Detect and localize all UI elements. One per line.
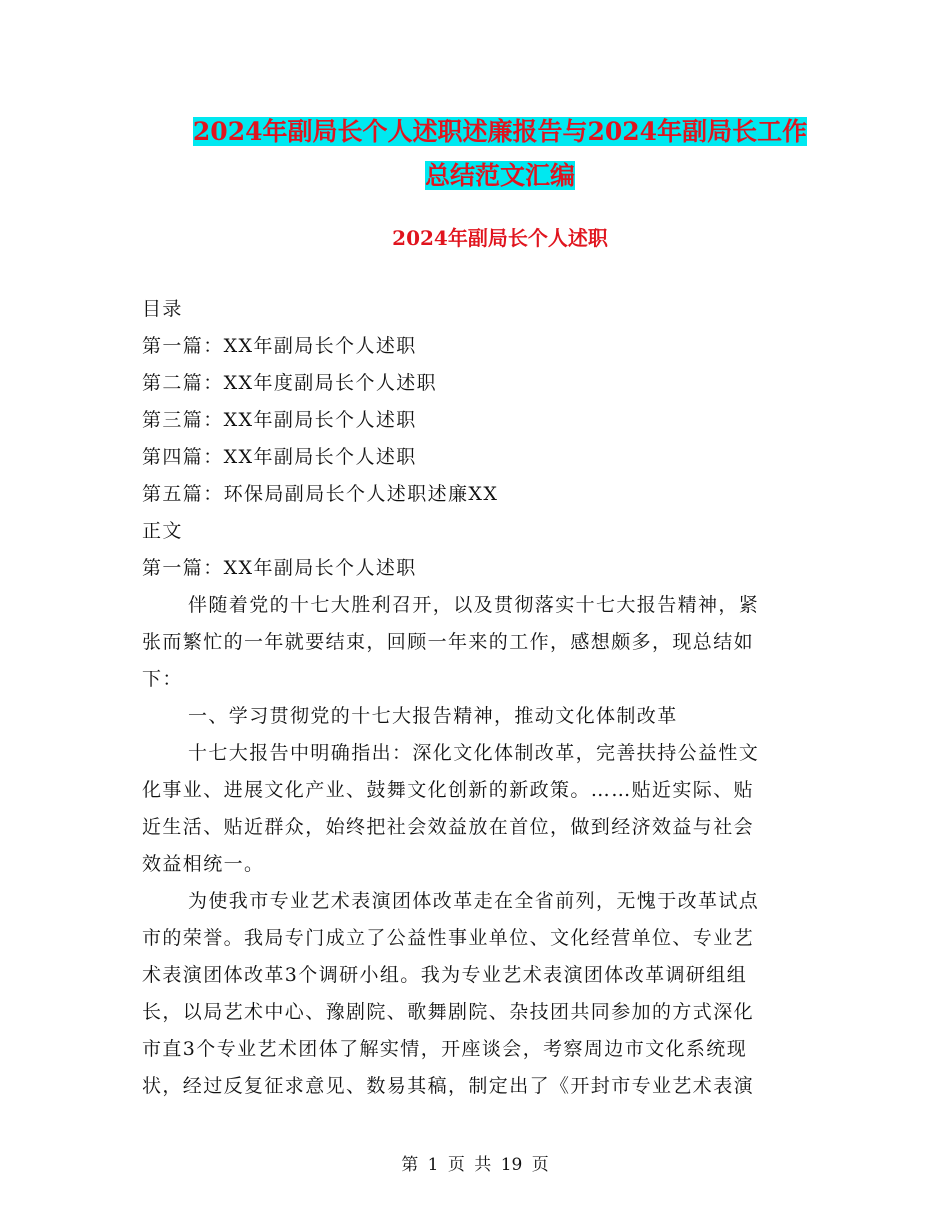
document-title-line-2: 总结范文汇编 (424, 161, 575, 190)
paragraph-line: 伴随着党的十七大胜利召开，以及贯彻落实十七大报告精神，紧 (188, 594, 760, 616)
document-body (142, 291, 802, 1105)
paragraph-line: 下： (142, 668, 183, 690)
paragraph-line: 近生活、贴近群众，始终把社会效益放在首位，做到经济效益与社会 (142, 816, 755, 838)
toc-item: 第四篇：XX年副局长个人述职 (142, 446, 417, 468)
paragraph-line: 十七大报告中明确指出：深化文化体制改革，完善扶持公益性文 (188, 742, 760, 764)
document-title-line-1: 2024年副局长个人述职述廉报告与2024年副局长工作 (192, 117, 808, 146)
toc-item: 第二篇：XX年度副局长个人述职 (142, 372, 438, 394)
paragraph-line: 术表演团体改革3个调研小组。我为专业艺术表演团体改革调研组组 (142, 964, 748, 986)
paragraph-line: 化事业、进展文化产业、鼓舞文化创新的新政策。……贴近实际、贴 (142, 779, 755, 801)
paragraph-line: 效益相统一。 (142, 853, 265, 875)
toc-item: 第五篇：环保局副局长个人述职述廉XX (142, 483, 499, 505)
toc-heading: 目录 (142, 298, 183, 320)
toc-item: 第一篇：XX年副局长个人述职 (142, 335, 417, 357)
paragraph-line: 为使我市专业艺术表演团体改革走在全省前列，无愧于改革试点 (188, 890, 760, 912)
page-number-footer: 第 1 页 共 19 页 (401, 1155, 549, 1175)
body-section-title: 第一篇：XX年副局长个人述职 (142, 557, 417, 579)
paragraph-line: 状，经过反复征求意见、数易其稿，制定出了《开封市专业艺术表演 (142, 1075, 755, 1097)
paragraph-line: 市的荣誉。我局专门成立了公益性事业单位、文化经营单位、专业艺 (142, 927, 755, 949)
paragraph-line: 长，以局艺术中心、豫剧院、歌舞剧院、杂技团共同参加的方式深化 (142, 1001, 755, 1023)
section-subtitle: 2024年副局长个人述职 (392, 226, 608, 250)
paragraph-heading: 一、学习贯彻党的十七大报告精神，推动文化体制改革 (188, 705, 678, 727)
body-heading: 正文 (142, 520, 183, 542)
toc-item: 第三篇：XX年副局长个人述职 (142, 409, 417, 431)
paragraph-line: 张而繁忙的一年就要结束，回顾一年来的工作，感想颇多，现总结如 (142, 631, 755, 653)
paragraph-line: 市直3个专业艺术团体了解实情，开座谈会，考察周边市文化系统现 (142, 1038, 748, 1060)
